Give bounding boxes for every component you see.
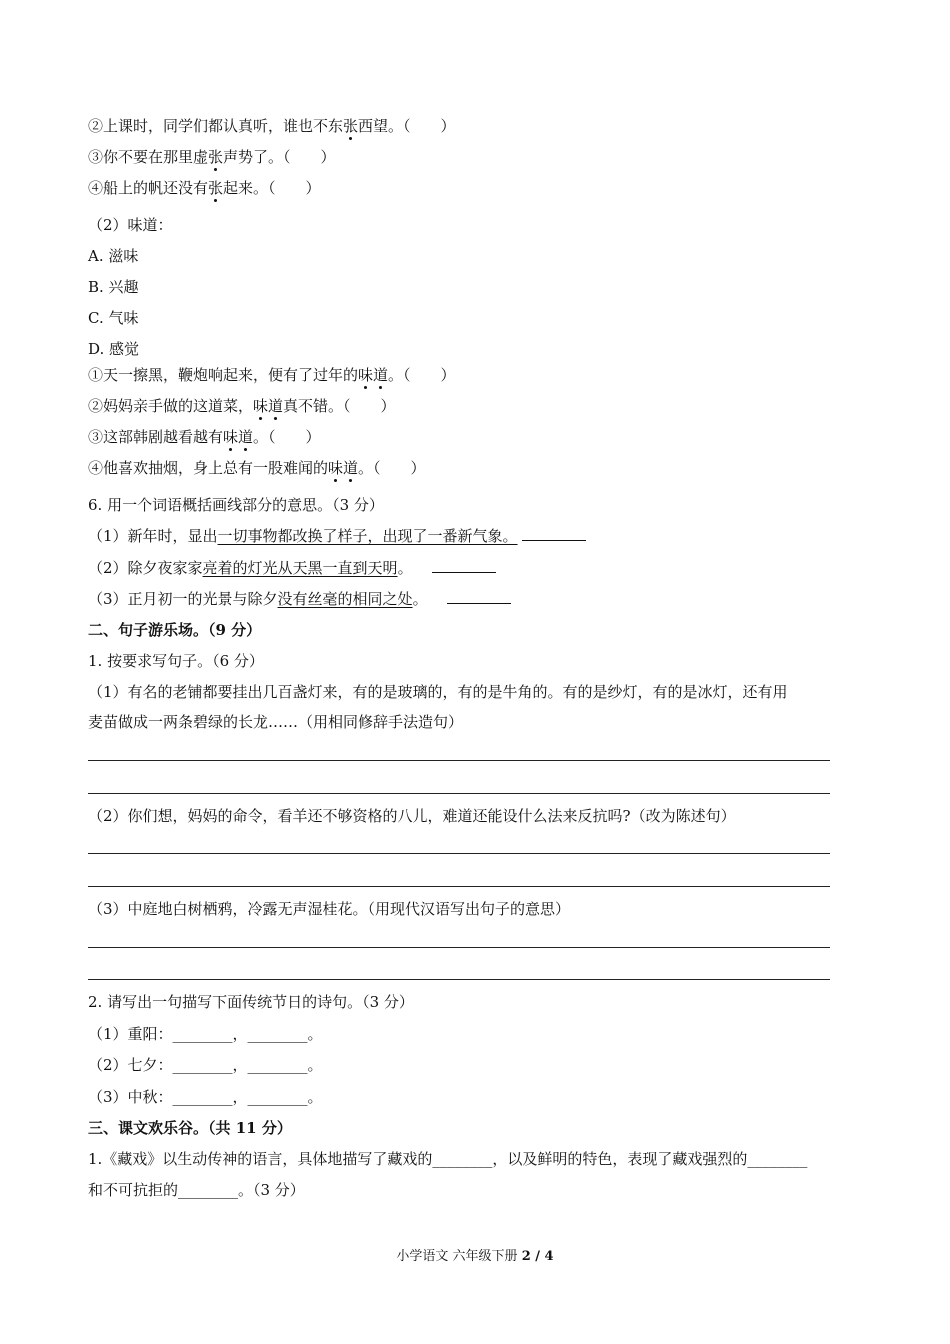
sec2-q1-1-line-a: （1）有名的老铺都要挂出几百盏灯来，有的是玻璃的，有的是牛角的。有的是纱灯，有的是冰灯，还有用: [88, 683, 788, 701]
option-c: C. 气味: [88, 309, 139, 327]
q5-1-item-4: ④船上的帆还没有张起来。（ ）: [88, 179, 321, 197]
sec2-q1-title: 1. 按要求写句子。（6 分）: [88, 652, 264, 670]
q5-2-item-1: ①天一擦黑，鞭炮响起来，便有了过年的味道。（ ）: [88, 366, 456, 384]
sec2-q1-2: （2）你们想，妈妈的命令，看羊还不够资格的八儿，难道还能设什么法来反抗吗?（改为陈述句）: [88, 807, 736, 825]
q5-2-item-4: ④他喜欢抽烟，身上总有一股难闻的味道。（ ）: [88, 459, 426, 477]
answer-blank[interactable]: [522, 526, 586, 541]
option-a: A. 滋味: [88, 247, 139, 265]
sec2-q2-2: （2）七夕：________，________。: [88, 1056, 323, 1074]
sec3-q1-line-b: 和不可抗拒的________。（3 分）: [88, 1181, 305, 1199]
sec2-q1-3: （3）中庭地白树栖鸦，冷露无声湿桂花。（用现代汉语写出句子的意思）: [88, 900, 571, 918]
section-3-title: 三、课文欢乐谷。（共 11 分）: [88, 1119, 292, 1137]
answer-blank[interactable]: [447, 589, 511, 604]
q5-1-item-2: ②上课时，同学们都认真听，谁也不东张西望。（ ）: [88, 117, 456, 135]
sec2-q2-1: （1）重阳：________，________。: [88, 1025, 323, 1043]
sec3-q1-line-a: 1.《藏戏》以生动传神的语言，具体地描写了藏戏的________，以及鲜明的特色，表现了藏戏强烈的________: [88, 1150, 808, 1168]
sec2-q2-3: （3）中秋：________，________。: [88, 1088, 323, 1106]
q5-2-item-3: ③这部韩剧越看越有味道。（ ）: [88, 428, 321, 446]
q5-1-item-3: ③你不要在那里虚张声势了。（ ）: [88, 148, 336, 166]
q5-2-item-2: ②妈妈亲手做的这道菜，味道真不错。（ ）: [88, 397, 396, 415]
q5-2-heading: （2）味道：: [88, 216, 173, 234]
option-d: D. 感觉: [88, 340, 140, 358]
answer-line[interactable]: [88, 947, 830, 948]
answer-line[interactable]: [88, 853, 830, 854]
page-footer: 小学语文 六年级下册 2 / 4: [396, 1249, 554, 1264]
q6-sentence-3: （3）正月初一的光景与除夕没有丝毫的相同之处。: [88, 589, 511, 609]
page-number: 2 / 4: [521, 1249, 554, 1264]
q6-sentence-2: （2）除夕夜家家亮着的灯光从天黑一直到天明。: [88, 558, 496, 578]
sec2-q2-title: 2. 请写出一句描写下面传统节日的诗句。（3 分）: [88, 993, 414, 1011]
sec2-q1-1-line-b: 麦苗做成一两条碧绿的长龙……（用相同修辞手法造句）: [88, 713, 464, 731]
q6-sentence-1: （1）新年时，显出一切事物都改换了样子，出现了一番新气象。: [88, 526, 586, 546]
option-b: B. 兴趣: [88, 278, 139, 296]
answer-line[interactable]: [88, 793, 830, 794]
section-2-title: 二、句子游乐场。（9 分）: [88, 621, 262, 639]
answer-line[interactable]: [88, 979, 830, 980]
answer-line[interactable]: [88, 760, 830, 761]
q6-title: 6. 用一个词语概括画线部分的意思。（3 分）: [88, 496, 384, 514]
answer-line[interactable]: [88, 886, 830, 887]
answer-blank[interactable]: [432, 558, 496, 573]
